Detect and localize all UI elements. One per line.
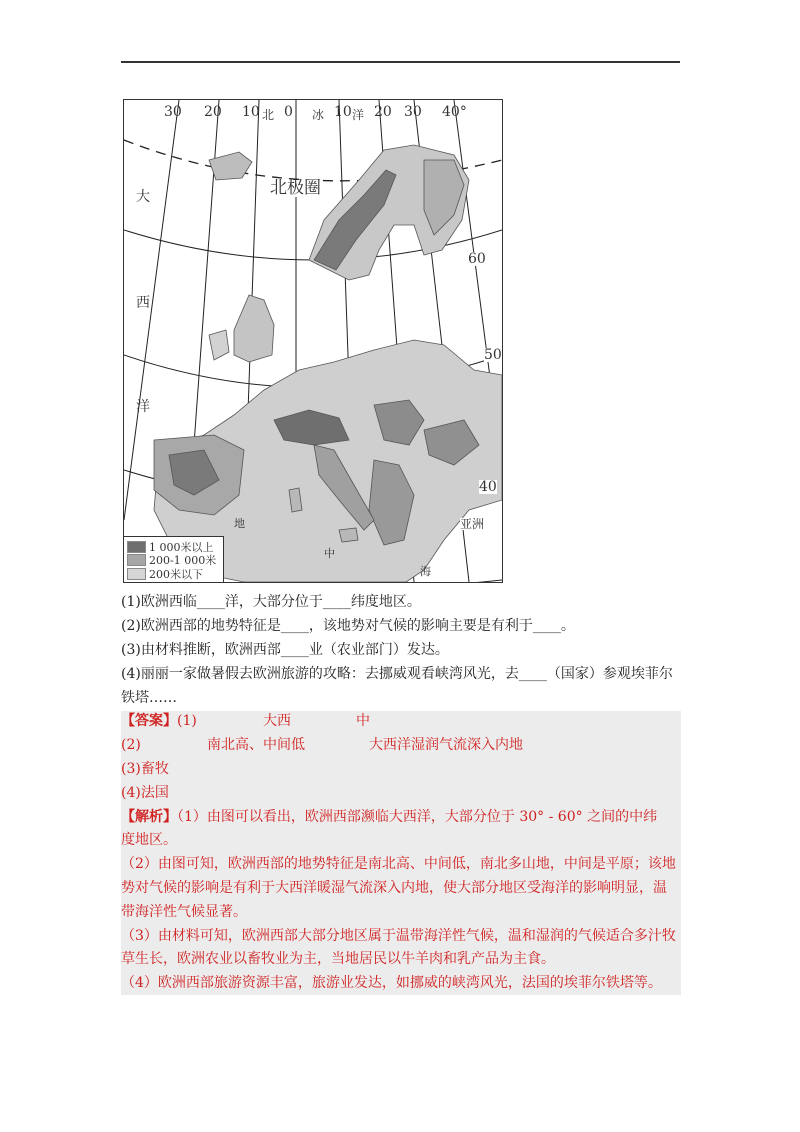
map-degree-label: 10 — [334, 104, 352, 120]
latitude-label: 40 — [479, 479, 497, 495]
answer-2-num: (2) — [121, 737, 141, 753]
question-4-cont: 铁塔…… — [121, 690, 177, 706]
answer-section — [121, 711, 681, 995]
map-degree-label: 20 — [374, 104, 392, 120]
map-degree-label: 40° — [442, 104, 467, 120]
analysis-line: （4）欧洲西部旅游资源丰富，旅游业发达，如挪威的峡湾风光，法国的埃菲尔铁塔等。 — [121, 975, 662, 991]
latitude-label: 60 — [468, 251, 486, 267]
legend-swatch — [127, 541, 146, 553]
legend-label: 200-1 000米 — [149, 554, 217, 568]
map-legend — [124, 536, 224, 582]
europe-relief-map — [123, 99, 503, 583]
map-graphic — [124, 100, 502, 582]
latitude-label: 50 — [484, 347, 502, 363]
analysis-line: （3）由材料可知，欧洲西部大部分地区属于温带海洋性气候，温和湿润的气候适合多汁牧 — [121, 928, 676, 944]
sea-label: 海 — [420, 565, 431, 578]
answer-1 — [121, 711, 197, 731]
analysis-line: 度地区。 — [121, 832, 177, 848]
answer-tag: 【答案】 — [121, 713, 177, 729]
answer-3: (3)畜牧 — [121, 761, 169, 777]
map-degree-label: 10 — [242, 104, 260, 120]
answer-1-num: (1) — [177, 713, 197, 729]
analysis-line: 势对气候的影响是有利于大西洋暖湿气流深入内地，使大部分地区受海洋的影响明显，温 — [121, 880, 667, 896]
answer-1-part2: 中 — [356, 713, 370, 729]
map-degree-label: 30 — [404, 104, 422, 120]
ocean-label: 西 — [136, 295, 150, 311]
arctic-circle-label: 北极圈 — [270, 178, 321, 198]
answer-2-part1: 南北高、中间低 — [207, 737, 305, 753]
ocean-label: 洋 — [136, 399, 150, 415]
header-rule — [121, 61, 680, 63]
analysis-line: 带海洋性气候显著。 — [121, 904, 247, 920]
analysis-line: 草生长，欧洲农业以畜牧业为主，当地居民以牛羊肉和乳产品为主食。 — [121, 951, 555, 967]
sea-label: 北 — [262, 108, 275, 122]
continent-label: 亚洲 — [460, 517, 485, 531]
ocean-label: 大 — [136, 189, 150, 205]
map-degree-label: 30 — [164, 104, 182, 120]
map-degree-label: 20 — [204, 104, 222, 120]
sea-label: 中 — [324, 547, 335, 560]
analysis-line — [121, 807, 657, 827]
answer-1-part1: 大西 — [263, 713, 291, 729]
sea-label: 冰 — [312, 108, 325, 122]
legend-label: 1 000米以上 — [149, 540, 214, 554]
legend-label: 200米以下 — [149, 567, 203, 581]
map-degree-label: 0 — [284, 104, 293, 120]
analysis-line: （2）由图可知，欧洲西部的地势特征是南北高、中间低，南北多山地，中间是平原；该地 — [121, 856, 676, 872]
legend-swatch — [127, 568, 146, 580]
answer-2-part2: 大西洋湿润气流深入内地 — [369, 737, 523, 753]
question-1: (1)欧洲西临____洋，大部分位于____纬度地区。 — [121, 594, 421, 610]
question-4: (4)丽丽一家做暑假去欧洲旅游的攻略：去挪威观看峡湾风光，去____（国家）参观埃菲尔 — [121, 666, 673, 682]
sea-label: 地 — [234, 517, 245, 530]
question-2: (2)欧洲西部的地势特征是____，该地势对气候的影响主要是有利于____。 — [121, 618, 575, 634]
analysis-text: （1）由图可以看出，欧洲西部濒临大西洋，大部分位于 30° - 60° 之间的中纬 — [177, 809, 658, 825]
question-3: (3)由材料推断，欧洲西部____业（农业部门）发达。 — [121, 642, 449, 658]
legend-item — [127, 567, 223, 581]
answer-4: (4)法国 — [121, 785, 169, 801]
sea-label: 洋 — [352, 108, 365, 122]
analysis-tag: 【解析】 — [121, 809, 177, 825]
legend-swatch — [127, 554, 146, 566]
